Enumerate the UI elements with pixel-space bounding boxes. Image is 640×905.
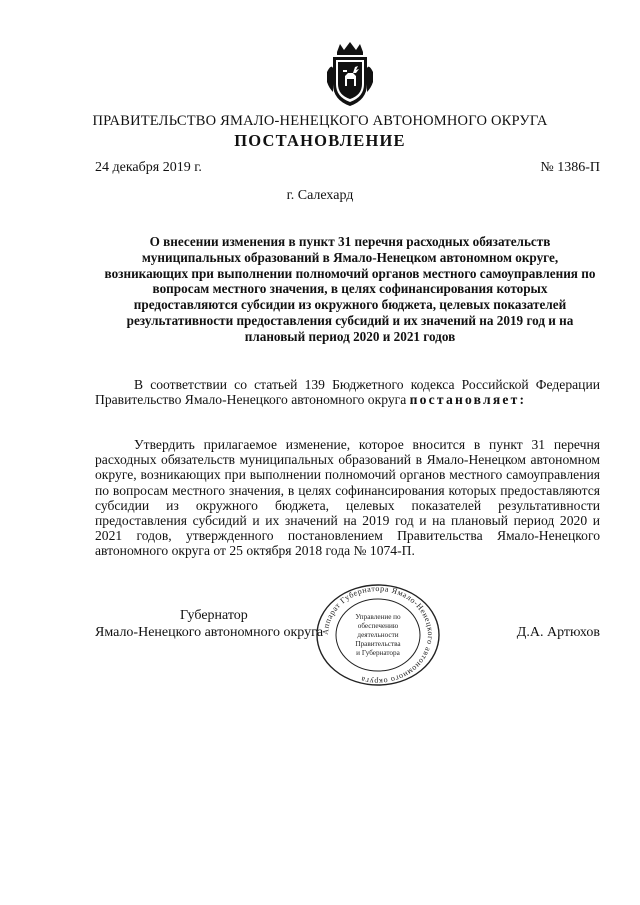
signatory-name: Д.А. Артюхов (516, 625, 600, 640)
stamp-line-3: деятельности (357, 631, 399, 639)
stamp-line-2: обеспечению (357, 622, 399, 630)
signatory-organization: Ямало-Ненецкого автономного округа (95, 625, 324, 640)
stamp-ring-text: Аппарат Губернатора Ямало-Ненецкого автономного округа (320, 583, 436, 687)
document-type: ПОСТАНОВЛЕНИЕ (234, 131, 406, 150)
document-city: г. Салехард (286, 188, 354, 203)
official-stamp (314, 583, 442, 687)
stamp-line-1: Управление по (355, 613, 401, 621)
operative-paragraph (95, 437, 600, 559)
preamble-text: В соответствии со статьей 139 Бюджетного кодекса Российской Федерации Правительство Ямало-Ненецкого автономного округа (95, 377, 600, 408)
document-date: 24 декабря 2019 г. (95, 160, 202, 175)
coat-of-arms-emblem (325, 42, 375, 108)
decree-word: постановляет: (409, 392, 527, 408)
operative-text: Утвердить прилагаемое изменение, которое вносится в пункт 31 перечня расходных обязательств муниципальных образований в Ямало-Ненецком автономном округе, возникающих при выполнении полномочий органов местного самоуправления по вопросам местного значения, в целях софинансирования которых предоставляются субсидии из окружного бюджета, целевых показателей результативности предоставления субсидий и их значений на 2019 год и на плановый период 2020 и 2021 годов, утвержденного постановлением Правительства Ямало-Ненецкого автономного округа от 25 октября 2018 года № 1074-П. (95, 437, 600, 559)
document-title: О внесении изменения в пункт 31 перечня расходных обязательств муниципальных образований в Ямало-Ненецком автономном округе, возникающих при выполнении полномочий органов местного самоуправления по вопросам местного значения, в целях софинансирования которых предоставляются субсидии из окружного бюджета, целевых показателей результативности предоставления субсидий и их значений на 2019 год и на плановый период 2020 и 2021 годов (104, 234, 596, 344)
document-number: № 1386-П (540, 160, 600, 175)
government-name: ПРАВИТЕЛЬСТВО ЯМАЛО-НЕНЕЦКОГО АВТОНОМНОГО ОКРУГА (92, 113, 548, 129)
stamp-line-5: и Губернатора (356, 649, 400, 657)
preamble-paragraph (95, 377, 600, 407)
stamp-line-4: Правительства (355, 640, 401, 648)
signatory-position: Губернатор (180, 608, 248, 623)
